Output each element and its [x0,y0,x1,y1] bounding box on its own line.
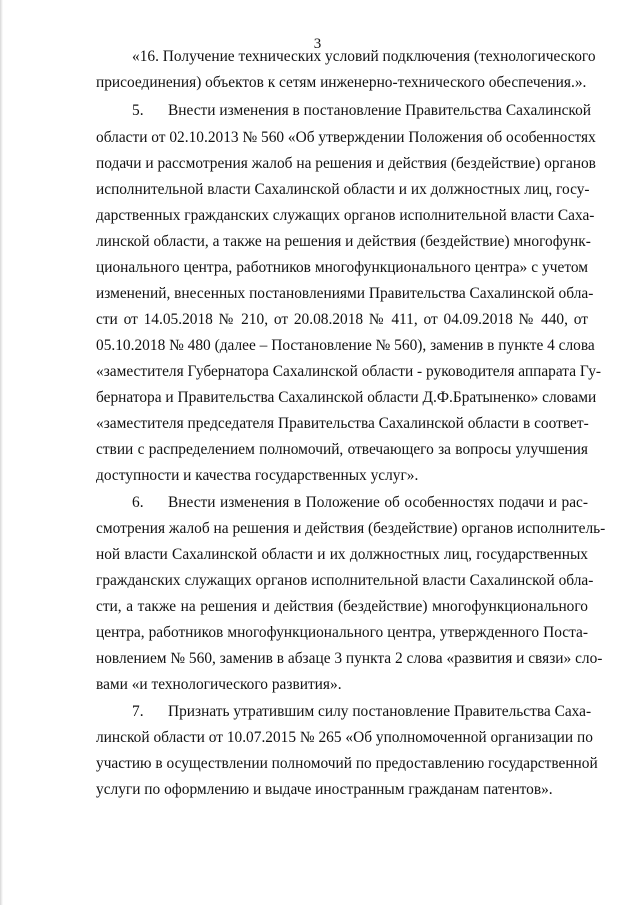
text-line: сти от 14.05.2018 № 210, от 20.08.2018 № 411, от 04.09.2018 № 440, от [96,311,588,328]
text-line: бернатора и Правительства Сахалинской области Д.Ф.Братыненко» словами [96,389,597,406]
text-line: линской области, а также на решения и действия (бездействие) многофунк- [96,233,591,250]
text-line: ствии с распределением полномочий, отвечающего за вопросы улучшения [96,441,588,458]
paragraph-number: 6. [132,494,144,511]
text-line: присоединения) объектов к сетям инженерно-технического обеспечения.». [96,74,587,91]
paragraph-start-line [132,494,588,512]
paragraph-number: 5. [132,102,144,119]
paragraph-text: Признать утратившим силу постановление Правительства Саха- [168,703,592,720]
text-line: вами «и технологического развития». [96,676,342,693]
text-line: «заместителя председателя Правительства Сахалинской области в соответ- [96,415,589,432]
page-number: 3 [313,36,322,52]
paragraph-text: Внести изменения в постановление Правительства Сахалинской [168,102,592,119]
text-line: услуги по оформлению и выдаче иностранным гражданам патентов». [96,781,553,798]
text-line: сти, а также на решения и действия (бездействие) многофункционального [96,598,588,615]
text-line: «заместителя Губернатора Сахалинской области - руководителя аппарата Гу- [96,363,602,380]
text-line: ной власти Сахалинской области и их должностных лиц, государственных [96,546,588,563]
text-line: 05.10.2018 № 480 (далее – Постановление № 560), заменив в пункте 4 слова [96,337,595,354]
text-line: гражданских служащих органов исполнительной власти Сахалинской обла- [96,572,594,589]
paragraph-start-line [132,102,592,120]
text-line: исполнительной власти Сахалинской области и их должностных лиц, госу- [96,181,590,198]
text-line: смотрения жалоб на решения и действия (бездействие) органов исполнитель- [96,520,606,537]
text-line: «16. Получение технических условий подключения (технологического [132,48,596,65]
text-line: области от 02.10.2013 № 560 «Об утверждении Положения об особенностях [96,129,596,146]
text-line: участию в осуществлении полномочий по предоставлению государственной [96,755,598,772]
text-line: ционального центра, работников многофункционального центра» с учетом [96,259,588,276]
scan-edge [0,0,3,905]
text-line: изменений, внесенных постановлениями Правительства Сахалинской обла- [96,285,594,302]
text-line: подачи и рассмотрения жалоб на решения и действия (бездействие) органов [96,155,596,172]
paragraph-start-line [132,703,592,721]
paragraph-number: 7. [132,703,144,720]
text-line: доступности и качества государственных услуг». [96,467,419,484]
text-line: дарственных гражданских служащих органов исполнительной власти Саха- [96,207,595,224]
text-line: центра, работников многофункционального центра, утвержденного Поста- [96,624,588,641]
text-line: новлением № 560, заменив в абзаце 3 пункта 2 слова «развития и связи» сло- [96,650,603,667]
paragraph-text: Внести изменения в Положение об особенностях подачи и рас- [168,494,588,511]
text-line: линской области от 10.07.2015 № 265 «Об уполномоченной организации по [96,729,593,746]
